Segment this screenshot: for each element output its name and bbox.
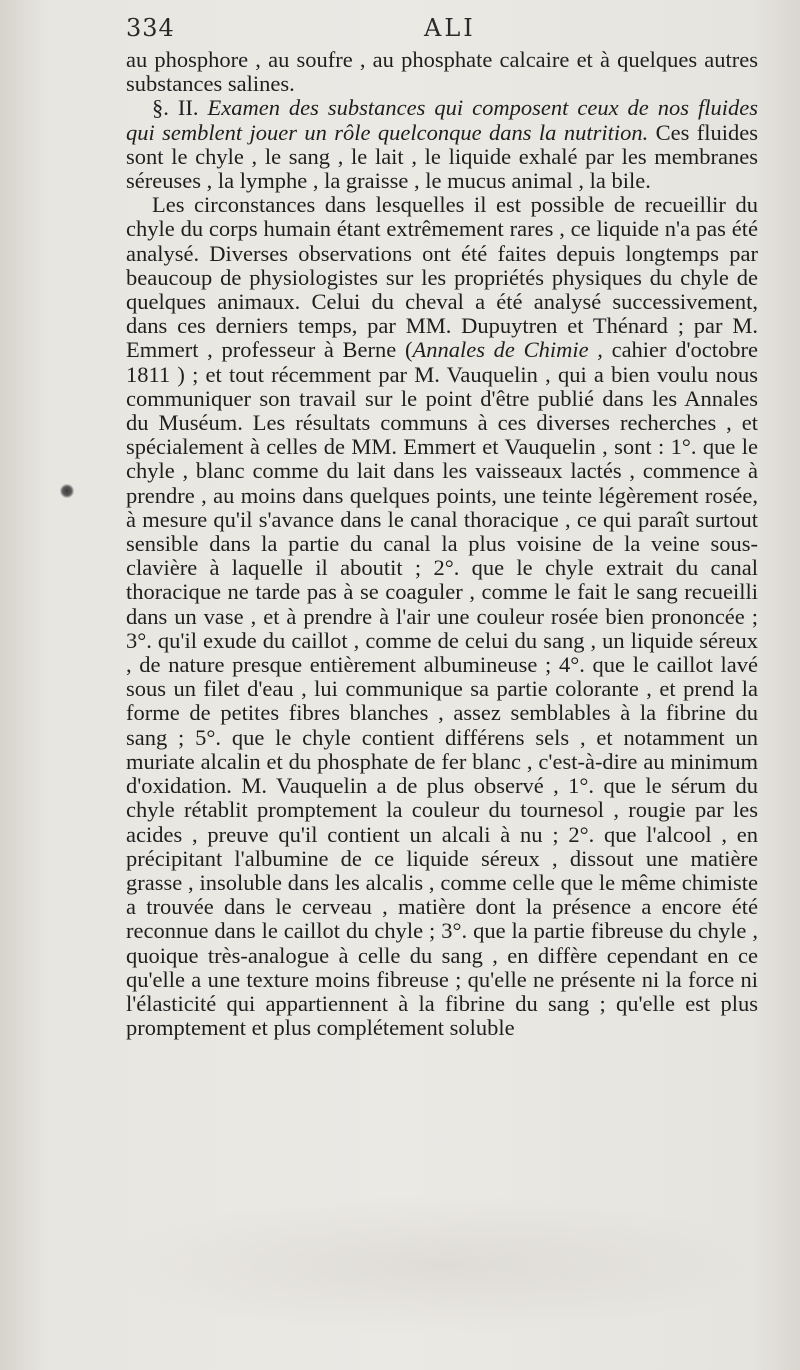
body-text — [126, 48, 758, 1040]
paragraph-continuation — [126, 48, 758, 96]
paper-stain — [110, 1195, 770, 1335]
section-paragraph — [126, 96, 758, 193]
citation: Annales de Chimie , — [412, 337, 603, 363]
section-heading: Examen des substances qui composent ceux de nos fluides qui semblent jouer un rôle quelconque dans la nutrition. — [126, 95, 759, 145]
paragraph-text: Les circonstances dans lesquelles il est possible de recueillir du chyle du corps humain étant extrêmement rares , ce liquide n'a pas été analysé. Diverses observations ont été faites depuis longtemps par beaucoup de physiologistes sur les propriétés physiques du chyle de quelques animaux. Celui du cheval a été analysé successivement, dans ces derniers temps, par MM. Dupuytren et Thénard ; par M. Emmert , professeur à Berne ( — [126, 192, 758, 363]
main-paragraph — [126, 193, 758, 1040]
section-number: §. II. — [152, 95, 199, 121]
paragraph-text: Ces fluides sont le chyle , le sang , le lait , le liquide exhalé par les membranes séreuses , la lymphe , la graisse , le mucus animal , la bile. — [126, 119, 759, 194]
ink-blot — [60, 484, 74, 498]
running-head: ALI — [424, 14, 476, 42]
paragraph-text: cahier d'octobre 1811 ) ; et tout récemment par M. Vauquelin , qui a bien voulu nous communiquer son travail sur le point d'être publié dans les Annales du Muséum. Les résultats communs à ces diverses recherches , et spécialement à celles de MM. Emmert et Vauquelin , sont : 1°. que le chyle , blanc comme du lait dans les vaisseaux lactés , commence à prendre , au moins dans quelques points, une teinte légèrement rosée, à mesure qu'il s'avance dans le canal thoracique , ce qui paraît surtout sensible dans la partie du canal la plus voisine de la veine sous-clavière à laquelle il aboutit ; 2°. que le chyle extrait du canal thoracique ne tarde pas à se coaguler , comme le fait le sang recueilli dans un vase , et à prendre à l'air une couleur rosée bien prononcée ; 3°. qu'il exude du caillot , comme de celui du sang , un liquide séreux , de nature presque entièrement albumineuse ; 4°. que le caillot lavé sous un filet d'eau , lui communique sa partie colorante , et prend la forme de petites fibres blanches , assez semblables à la fibrine du sang ; 5°. que le chyle contient différens sels , et notamment un muriate alcalin et du phosphate de fer blanc , c'est-à-dire au minimum d'oxidation. M. Vauquelin a de plus observé , 1°. que le sérum du chyle rétablit promptement la couleur du tournesol , rougie par les acides , preuve qu'il contient un alcali à nu ; 2°. que l'alcool , en précipitant l'albumine de ce liquide séreux , dissout une matière grasse , insoluble dans les alcalis , comme celle que le même chimiste a trouvée dans le cerveau , matière dont la présence a encore été reconnue dans le caillot du chyle ; 3°. que la partie fibreuse du chyle , quoique très-analogue à celle du sang , en diffère cependant en ce qu'elle a une texture moins fibreuse ; qu'elle ne présente ni la force ni l'élasticité qui appartiennent à la fibrine du sang ; qu'elle est plus promptement et plus complétement soluble — [126, 337, 758, 1041]
page-header — [126, 14, 758, 48]
page-number: 334 — [126, 14, 175, 42]
paragraph-text: au phosphore , au soufre , au phosphate calcaire et à quelques autres substances salines. — [126, 47, 758, 97]
